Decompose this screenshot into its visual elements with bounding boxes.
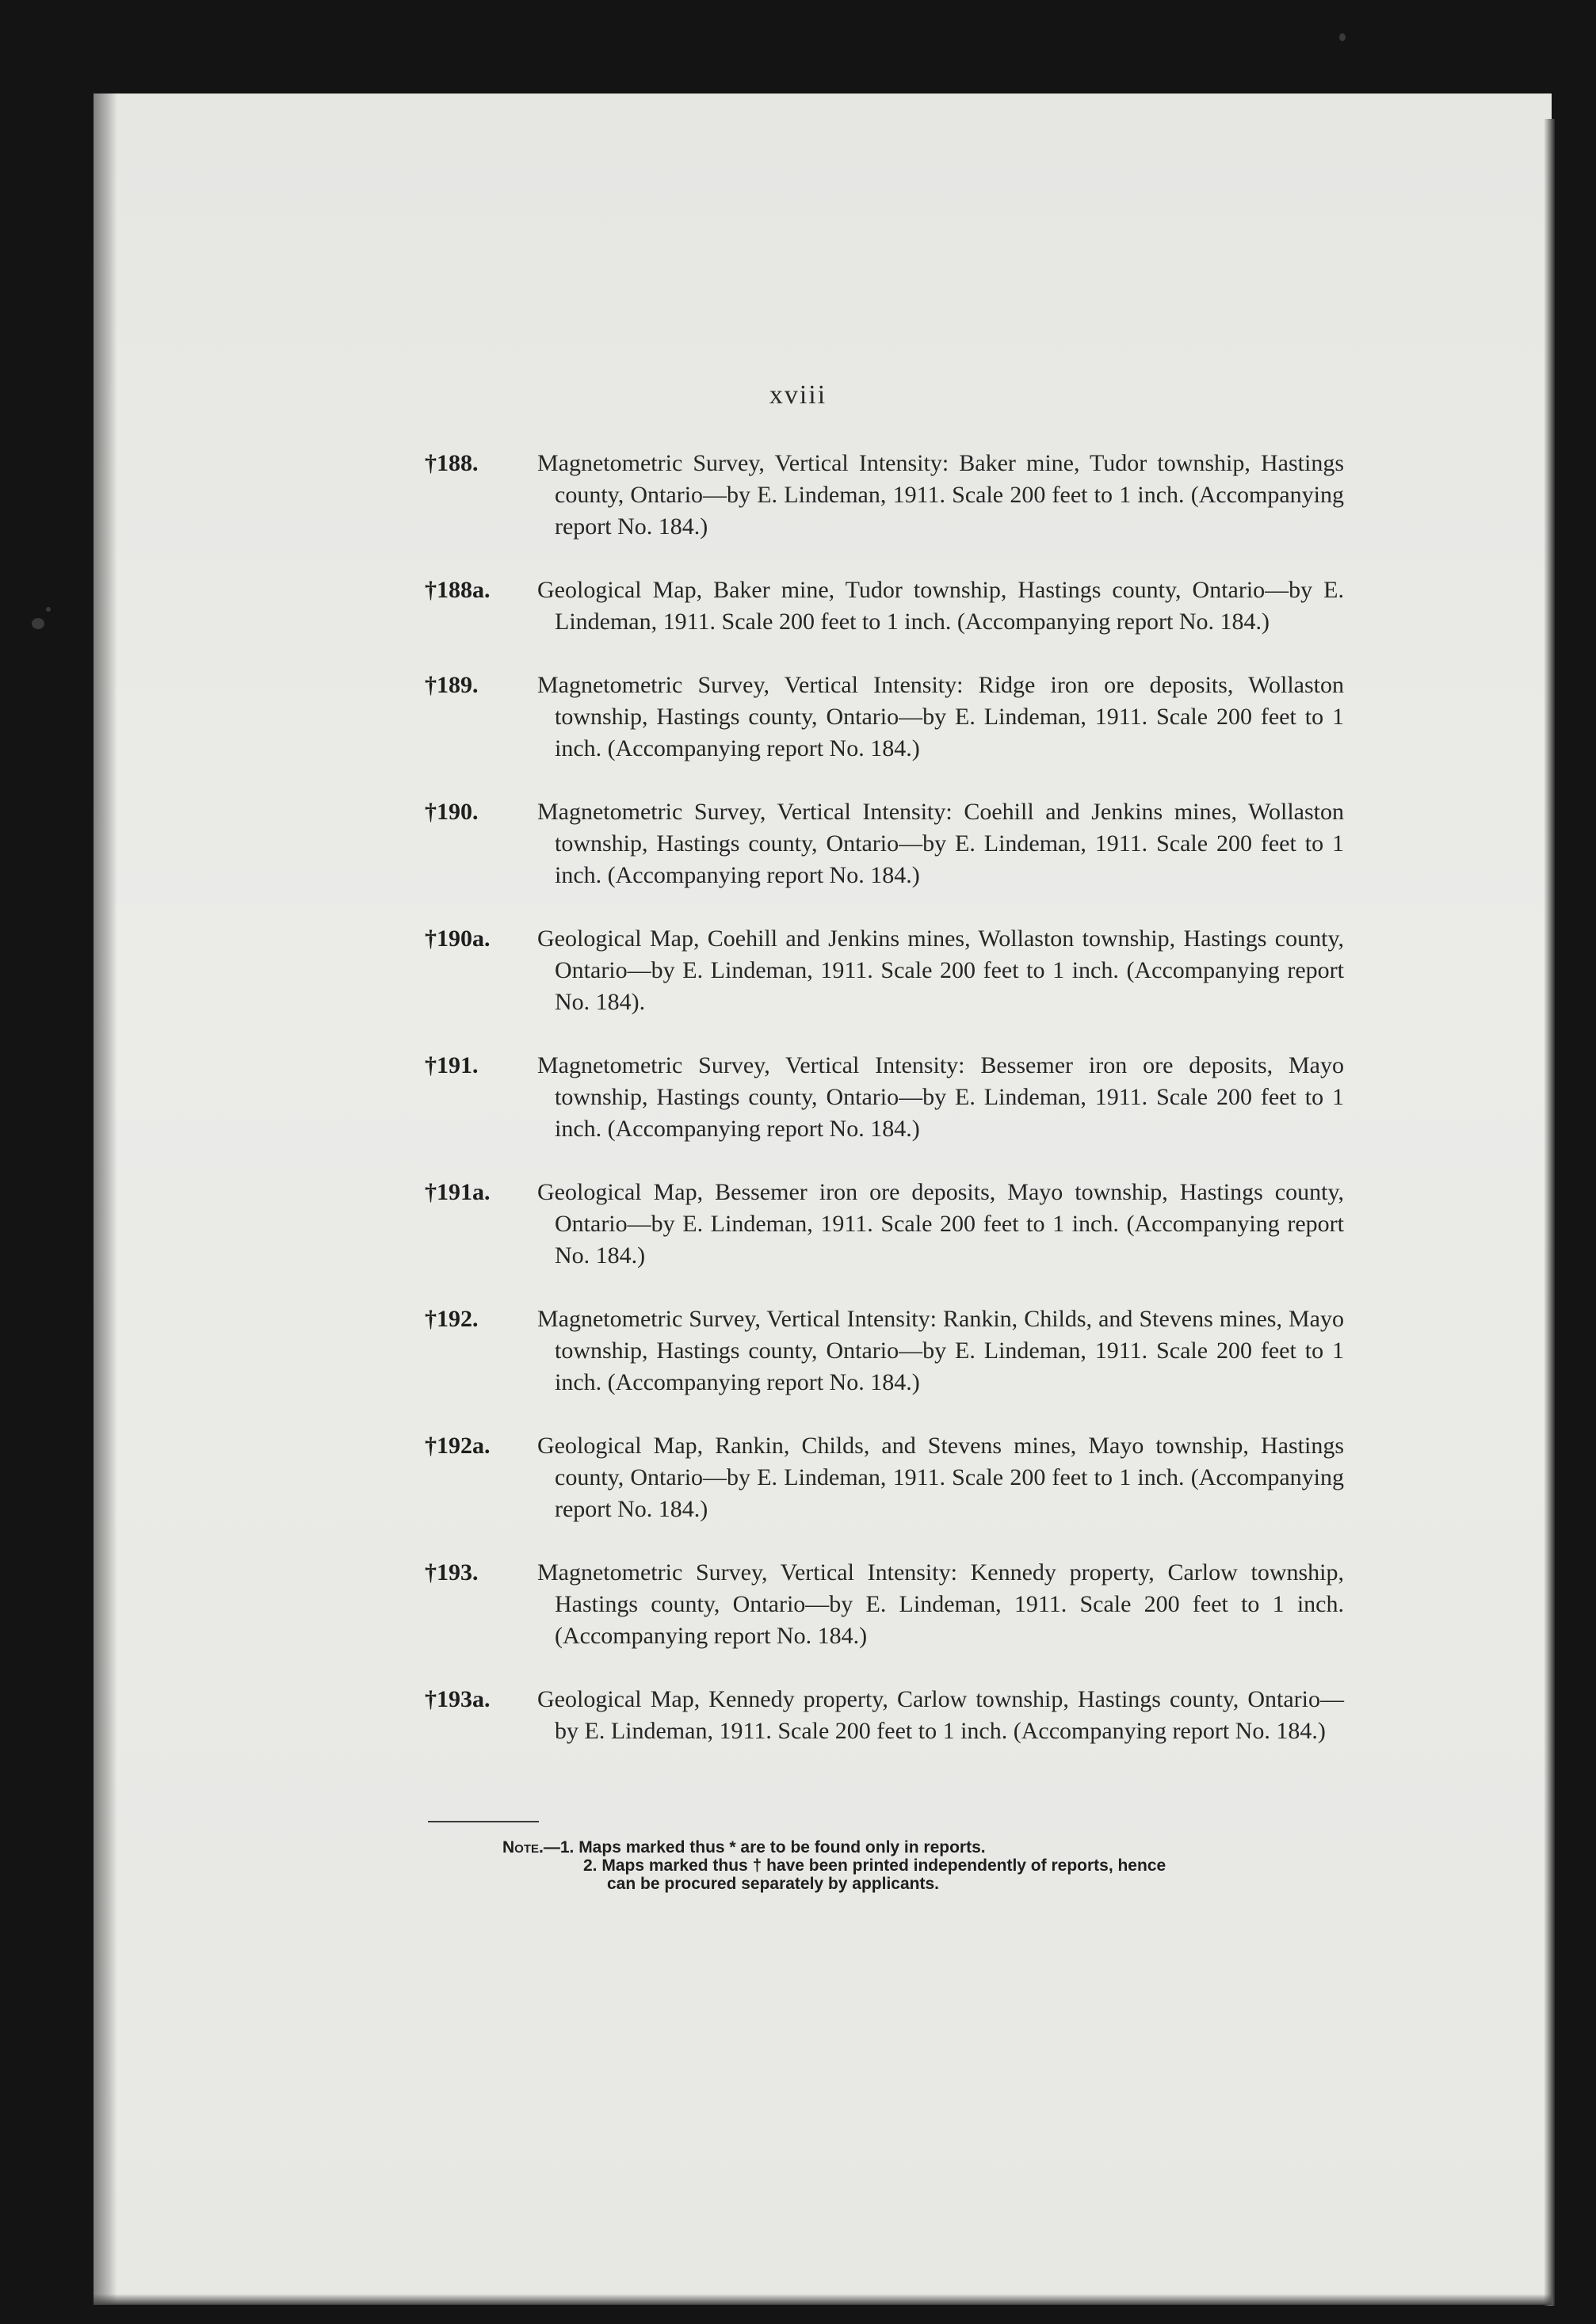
entry-number: †191. bbox=[425, 1052, 479, 1078]
map-list bbox=[425, 448, 1344, 1747]
map-entry bbox=[425, 923, 1344, 1018]
page-bottom-edge-shadow bbox=[94, 2294, 1552, 2305]
page-right-edge-shadow bbox=[1544, 119, 1555, 2306]
page-left-edge-shadow bbox=[94, 93, 117, 2304]
map-entry bbox=[425, 1684, 1344, 1747]
map-entry bbox=[425, 1430, 1344, 1525]
entry-description: Magnetometric Survey, Vertical Intensity: Rankin, Childs, and Stevens mines, Mayo township, Hastings county, Ontario—by E. Lindeman, 1911. Scale 200 feet to 1 inch. (Accompanying report No. 184.) bbox=[537, 1306, 1344, 1395]
entry-number: †192. bbox=[425, 1306, 479, 1332]
scan-speck bbox=[46, 607, 51, 612]
entry-number: †191a. bbox=[425, 1179, 491, 1205]
entry-number: †189. bbox=[425, 672, 479, 698]
entry-description: Magnetometric Survey, Vertical Intensity: Baker mine, Tudor township, Hastings county, Ontario—by E. Lindeman, 1911. Scale 200 feet to 1 inch. (Accompanying report No. 184.) bbox=[537, 450, 1344, 540]
entry-number: †193. bbox=[425, 1559, 479, 1586]
footnote-rule bbox=[428, 1821, 539, 1822]
map-entry bbox=[425, 670, 1344, 765]
map-entry bbox=[425, 796, 1344, 891]
entry-number: †190. bbox=[425, 799, 479, 825]
map-entry bbox=[425, 448, 1344, 543]
entry-number: †192a. bbox=[425, 1433, 491, 1459]
entry-description: Geological Map, Baker mine, Tudor township, Hastings county, Ontario—by E. Lindeman, 1911. Scale 200 feet to 1 inch. (Accompanying report No. 184.) bbox=[537, 577, 1344, 635]
entry-description: Magnetometric Survey, Vertical Intensity: Ridge iron ore deposits, Wollaston township, Hastings county, Ontario—by E. Lindeman, 1911. Scale 200 feet to 1 inch. (Accompanying report No. 184.) bbox=[537, 672, 1344, 761]
map-entry bbox=[425, 574, 1344, 638]
map-entry bbox=[425, 1303, 1344, 1399]
scan-speck bbox=[32, 618, 44, 629]
entry-number: †190a. bbox=[425, 925, 491, 952]
entry-number: †193a. bbox=[425, 1686, 491, 1712]
entry-number: †188a. bbox=[425, 577, 491, 603]
entry-description: Magnetometric Survey, Vertical Intensity: Kennedy property, Carlow township, Hastings county, Ontario—by E. Lindeman, 1911. Scale 200 feet to 1 inch. (Accompanying report No. 184.) bbox=[537, 1559, 1344, 1649]
map-entry bbox=[425, 1050, 1344, 1145]
footnote-label: Note. bbox=[502, 1838, 544, 1857]
entry-description: Magnetometric Survey, Vertical Intensity: Bessemer iron ore deposits, Mayo township, Hastings county, Ontario—by E. Lindeman, 1911. Scale 200 feet to 1 inch. (Accompanying report No. 184.) bbox=[537, 1052, 1344, 1142]
footnote-line-2: 2. Maps marked thus † have been printed independently of reports, hence bbox=[583, 1857, 1166, 1875]
footnote bbox=[502, 1838, 1342, 1893]
entry-description: Geological Map, Bessemer iron ore deposits, Mayo township, Hastings county, Ontario—by E. Lindeman, 1911. Scale 200 feet to 1 inch. (Accompanying report No. 184.) bbox=[537, 1179, 1344, 1269]
entry-description: Geological Map, Rankin, Childs, and Stevens mines, Mayo township, Hastings county, Ontario—by E. Lindeman, 1911. Scale 200 feet to 1 inch. (Accompanying report No. 184.) bbox=[537, 1433, 1344, 1522]
entry-number: †188. bbox=[425, 450, 479, 476]
entry-description: Geological Map, Coehill and Jenkins mines, Wollaston township, Hastings county, Ontario—by E. Lindeman, 1911. Scale 200 feet to 1 inch. (Accompanying report No. 184). bbox=[537, 925, 1344, 1015]
map-entry bbox=[425, 1177, 1344, 1272]
map-entry bbox=[425, 1557, 1344, 1652]
page-number: xviii bbox=[769, 380, 827, 410]
footnote-line-3: can be procured separately by applicants. bbox=[607, 1875, 939, 1893]
scan-speck bbox=[1339, 33, 1346, 41]
entry-description: Geological Map, Kennedy property, Carlow township, Hastings county, Ontario—by E. Lindeman, 1911. Scale 200 feet to 1 inch. (Accompanying report No. 184.) bbox=[537, 1686, 1344, 1744]
footnote-line-1: —1. Maps marked thus * are to be found only in reports. bbox=[543, 1838, 986, 1857]
entry-description: Magnetometric Survey, Vertical Intensity: Coehill and Jenkins mines, Wollaston township, Hastings county, Ontario—by E. Lindeman, 1911. Scale 200 feet to 1 inch. (Accompanying report No. 184.) bbox=[537, 799, 1344, 888]
